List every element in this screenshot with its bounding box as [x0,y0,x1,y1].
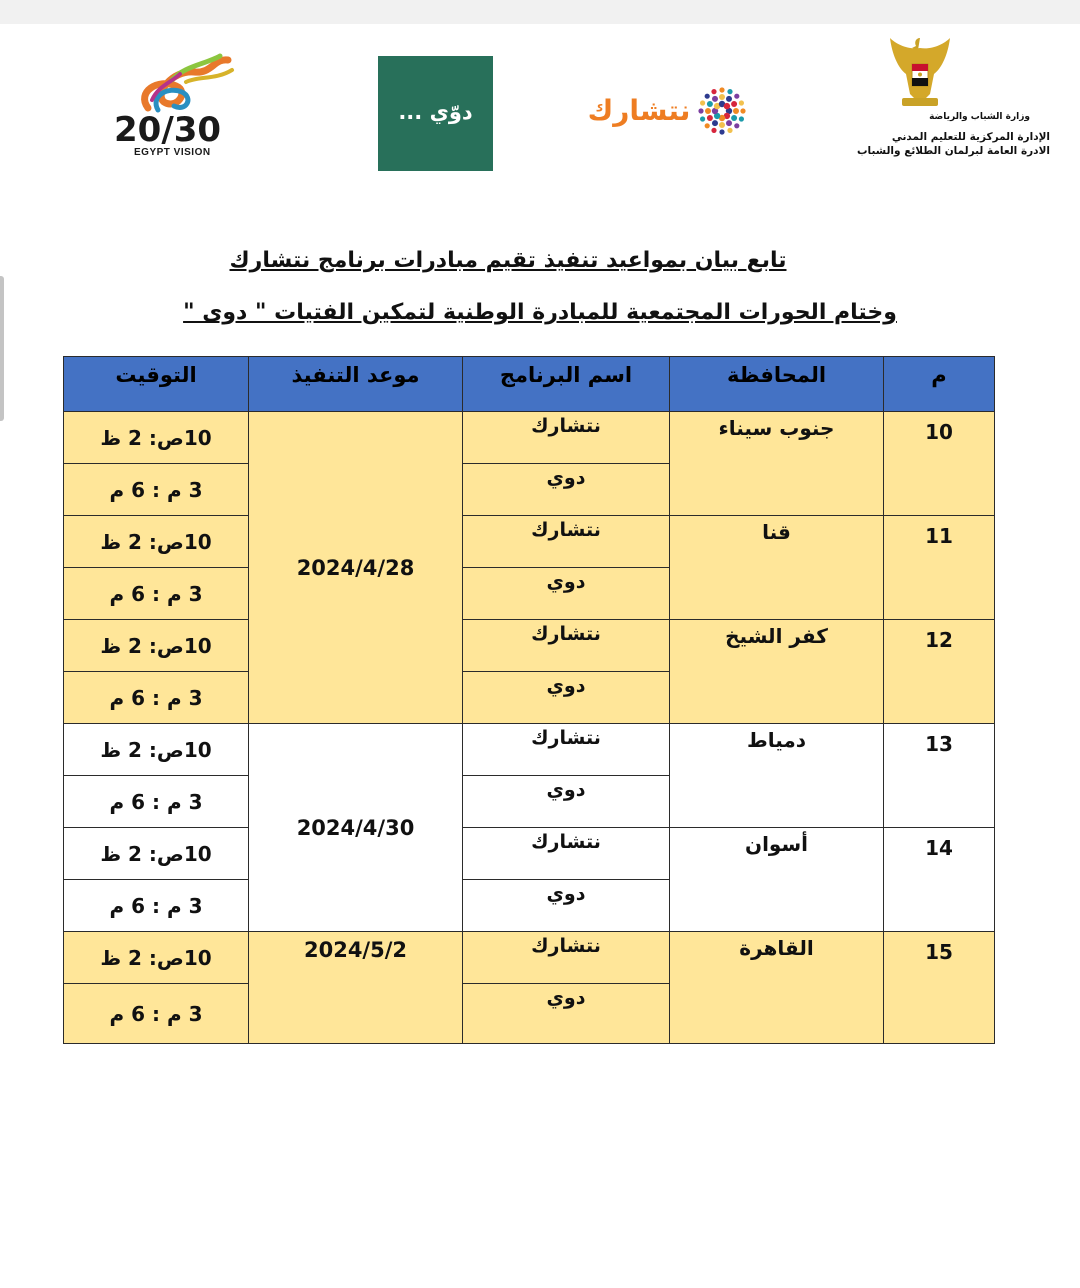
natshark-dot [705,123,710,128]
dawy-logo [378,56,493,171]
cell-time: 3 م : 6 م [64,464,249,516]
cell-num: 11 [884,516,995,620]
natshark-dot [734,94,739,99]
natshark-dot [719,129,724,134]
natshark-dot [719,94,725,100]
cell-program: نتشارك [463,724,670,776]
cell-program: نتشارك [463,932,670,984]
cell-num: 12 [884,620,995,724]
eagle-emblem-icon [888,34,952,110]
edge-handle[interactable] [0,276,4,421]
cell-program: دوي [463,568,670,620]
cell-program: نتشارك [463,412,670,464]
cell-time: 3 م : 6 م [64,568,249,620]
table-row [64,412,995,464]
natshark-dot [719,87,724,92]
natshark-dot [698,108,703,113]
cell-program: دوي [463,776,670,828]
dawy-logo-text: ... دوّي [398,100,473,124]
vision-swirl-icon [128,52,238,114]
status-bar [0,0,1080,24]
table-row [64,724,995,776]
natshark-dot [731,101,737,107]
header-date: موعد التنفيذ [249,357,463,412]
cell-time: 10ص: 2 ظ [64,516,249,568]
schedule-table [63,356,995,1044]
natshark-dot [712,96,718,102]
cell-time: 3 م : 6 م [64,672,249,724]
natshark-dot [739,100,744,105]
ministry-header [790,34,1050,158]
cell-governorate: أسوان [670,828,884,932]
cell-program: دوي [463,672,670,724]
cell-governorate: جنوب سيناء [670,412,884,516]
natshark-dot [727,128,732,133]
cell-program: نتشارك [463,516,670,568]
vision-number: 20/30 [114,110,222,150]
cell-time: 10ص: 2 ظ [64,932,249,984]
table-row [64,932,995,984]
header-num: م [884,357,995,412]
natshark-dot [705,108,711,114]
cell-time: 10ص: 2 ظ [64,828,249,880]
document-subtitle: وختام الحورات المجتمعية للمبادرة الوطنية لتمكين الفتيات " دوى " [183,300,897,325]
natshark-dot [739,116,744,121]
egypt-vision-2030-logo [108,52,250,162]
natshark-dot [726,120,732,126]
natshark-logo-text: نتشارك [587,94,691,127]
cell-governorate: قنا [670,516,884,620]
header-governorate: المحافظة [670,357,884,412]
cell-program: دوي [463,880,670,932]
natshark-dots-icon [696,82,748,140]
natshark-dot [733,108,739,114]
cell-num: 13 [884,724,995,828]
ministry-name: وزارة الشباب والرياضة [929,112,1030,122]
natshark-dot [700,100,705,105]
natshark-dot [727,89,732,94]
cell-time: 10ص: 2 ظ [64,724,249,776]
cell-program: نتشارك [463,620,670,672]
cell-governorate: القاهرة [670,932,884,1044]
natshark-dot [712,120,718,126]
natshark-logo [584,82,748,144]
cell-date: 2024/4/28 [249,412,463,724]
document-title: تابع بيان بمواعيد تنفيذ تقيم مبادرات برنامج نتشارك [229,248,787,273]
header-time: التوقيت [64,357,249,412]
cell-time: 3 م : 6 م [64,984,249,1044]
natshark-dot [700,116,705,121]
header-program: اسم البرنامج [463,357,670,412]
natshark-dot [734,123,739,128]
ministry-directorate: الادرة العامة لبرلمان الطلائع والشباب [857,145,1050,157]
natshark-dot [724,103,730,109]
cell-governorate: كفر الشيخ [670,620,884,724]
natshark-dot [731,115,737,121]
natshark-dot [711,128,716,133]
ministry-department: الإدارة المركزية للتعليم المدني [891,131,1050,143]
cell-time: 3 م : 6 م [64,776,249,828]
vision-subtitle: EGYPT VISION [134,147,211,158]
natshark-dot [707,101,713,107]
cell-program: دوي [463,464,670,516]
cell-num: 10 [884,412,995,516]
cell-time: 10ص: 2 ظ [64,412,249,464]
cell-time: 3 م : 6 م [64,880,249,932]
natshark-dot [719,122,725,128]
natshark-dot [711,89,716,94]
table-header-row [64,357,995,412]
natshark-dot [726,96,732,102]
cell-program: نتشارك [463,828,670,880]
table-row [64,828,995,880]
cell-program: دوي [463,984,670,1044]
table-row [64,516,995,568]
cell-time: 10ص: 2 ظ [64,620,249,672]
natshark-dot [705,94,710,99]
cell-num: 14 [884,828,995,932]
cell-date: 2024/4/30 [249,724,463,932]
natshark-dot [740,108,745,113]
natshark-dot [707,115,713,121]
cell-date: 2024/5/2 [249,932,463,1044]
table-row [64,620,995,672]
cell-num: 15 [884,932,995,1044]
cell-governorate: دمياط [670,724,884,828]
